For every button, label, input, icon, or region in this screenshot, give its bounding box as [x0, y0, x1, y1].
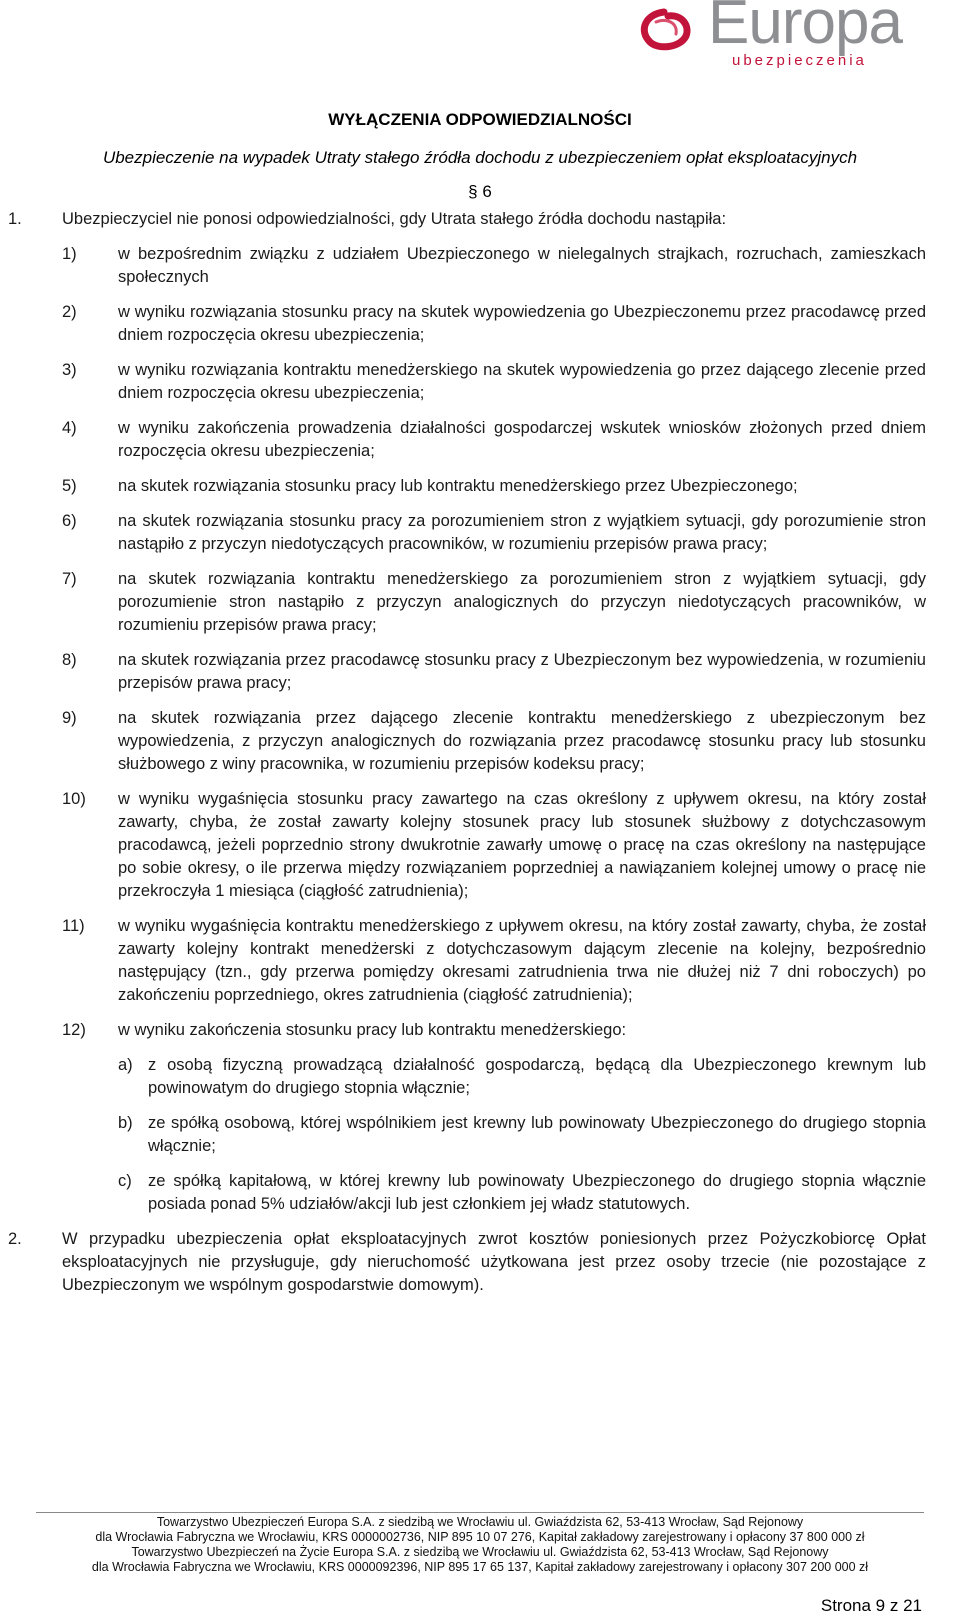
list-item-text: w bezpośrednim związku z udziałem Ubezpieczonego w nielegalnych strajkach, rozruchach, zamieszkach społecznych [118, 245, 926, 286]
list-item-number: 9) [62, 709, 77, 727]
page-number: Strona 9 z 21 [820, 1596, 922, 1615]
logo-brand: Europa [708, 0, 902, 57]
list-item [0, 301, 960, 347]
paragraph-2 [0, 1228, 960, 1297]
list-item-text: w wyniku wygaśnięcia kontraktu menedżerskiego z upływem okresu, na który został zawarty, chyba, że został zawarty kolejny kontrakt menedżerski z dotychczasowym dającym zlecenie na kolejny, bezpośrednio następujący (tzn., gdy przerwa pomiędzy okresami zatrudnienia trwa nie dłużej niż 7 dni roboczych) po zakończeniu poprzedniego, okres zatrudnienia (ciągłość zatrudnienia); [118, 917, 926, 1004]
list-item-text: w wyniku zakończenia prowadzenia działalności gospodarczej wskutek wniosków złożonych przed dniem rozpoczęcia okresu ubezpieczenia; [118, 419, 926, 460]
list-item [0, 1019, 960, 1042]
list-item [0, 707, 960, 776]
footer-line-2: dla Wrocławia Fabryczna we Wrocławiu, KRS 0000002736, NIP 895 10 07 276, Kapitał zakładowy zarejestrowany i opłacony 37 800 000 zł [95, 1530, 865, 1544]
list-item [0, 417, 960, 463]
list-item-number: 3) [62, 361, 77, 379]
list-item-text: na skutek rozwiązania stosunku pracy lub kontraktu menedżerskiego przez Ubezpieczonego; [118, 477, 798, 495]
list-item-number: 5) [62, 477, 77, 495]
list-item [0, 568, 960, 637]
sub-list-item [0, 1054, 960, 1100]
list-item-number: 10) [62, 790, 86, 808]
list-item-text: z osobą fizyczną prowadzącą działalność gospodarczą, będącą dla Ubezpieczonego krewnym lub powinowatym do drugiego stopnia włącznie; [148, 1056, 926, 1097]
list-item-text: na skutek rozwiązania stosunku pracy za porozumieniem stron z wyjątkiem sytuacji, gdy porozumienie stron nastąpiło z przyczyn niedotyczących pracowników, w rozumieniu przepisów prawa pracy; [118, 512, 926, 553]
list-item-number: 2) [62, 303, 77, 321]
paragraph-number: 2. [8, 1230, 22, 1248]
paragraph-number: 1. [8, 210, 22, 228]
list-item-number: b) [118, 1114, 133, 1132]
list-item-number: 12) [62, 1021, 86, 1039]
list-item [0, 510, 960, 556]
sub-exclusion-list [0, 1054, 960, 1216]
list-item [0, 475, 960, 498]
list-item-text: na skutek rozwiązania przez dającego zlecenie kontraktu menedżerskiego z ubezpieczonym bez wypowiedzenia, z przyczyn analogicznych do rozwiązania przez pracodawcę stosunku pracy lub stosunku służbowego z winy pracownika, w rozumieniu przepisów kodeksu pracy; [118, 709, 926, 773]
footer-line-1: Towarzystwo Ubezpieczeń Europa S.A. z siedzibą we Wrocławiu ul. Gwiaździsta 62, 53-413 Wrocław, Sąd Rejonowy [156, 1515, 804, 1529]
section-number: § 6 [468, 182, 492, 201]
list-item-number: 7) [62, 570, 77, 588]
list-item-text: na skutek rozwiązania kontraktu menedżerskiego za porozumieniem stron z wyjątkiem sytuacji, gdy porozumienie stron nastąpiło z przyczyn analogicznych do przyczyn niedotyczących pracowników, w rozumieniu przepisów prawa pracy; [118, 570, 926, 634]
logo-tagline: ubezpieczenia [732, 52, 867, 69]
list-item [0, 788, 960, 903]
list-item-number: c) [118, 1172, 132, 1190]
list-item-number: 6) [62, 512, 77, 530]
paragraph-1 [0, 208, 960, 231]
europa-logo [616, 0, 946, 70]
list-item-text: w wyniku wygaśnięcia stosunku pracy zawartego na czas określony z upływem okresu, na który został zawarty, chyba, że został zawarty kolejny stosunek pracy lub stosunek służbowy z dotychczasowym pracodawcą, jeżeli poprzednio strony dwukrotnie zawarły umowę o pracę na czas określony na następujące po sobie okresy, o ile przerwa między rozwiązaniem poprzedniej a nawiązaniem kolejnej umowy o pracę nie przekroczyła 1 miesiąca (ciągłość zatrudnienia); [118, 790, 926, 900]
list-item-number: 8) [62, 651, 77, 669]
sub-list-item [0, 1170, 960, 1216]
list-item [0, 915, 960, 1007]
list-item-text: w wyniku rozwiązania stosunku pracy na skutek wypowiedzenia go Ubezpieczonemu przez pracodawcę przed dniem rozpoczęcia okresu ubezpieczenia; [118, 303, 926, 344]
list-item-text: ze spółką osobową, której wspólnikiem jest krewny lub powinowaty Ubezpieczonego do drugiego stopnia włącznie; [148, 1114, 926, 1155]
list-item-text: w wyniku zakończenia stosunku pracy lub kontraktu menedżerskiego: [118, 1021, 627, 1039]
sub-list-item [0, 1112, 960, 1158]
footer-line-3: Towarzystwo Ubezpieczeń na Życie Europa S.A. z siedzibą we Wrocławiu ul. Gwiaździsta 62, 53-413 Wrocław, Sąd Rejonowy [131, 1545, 829, 1559]
footer-divider [36, 1512, 924, 1513]
list-item-number: a) [118, 1056, 133, 1074]
list-item-text: ze spółką kapitałową, w której krewny lub powinowaty Ubezpieczonego do drugiego stopnia włącznie posiada ponad 5% udziałów/akcji lub jest członkiem jej władz statutowych. [148, 1172, 926, 1213]
list-item [0, 359, 960, 405]
page-title: WYŁĄCZENIA ODPOWIEDZIALNOŚCI [328, 110, 632, 129]
exclusion-list [0, 243, 960, 1042]
list-item [0, 243, 960, 289]
paragraph-text: Ubezpieczyciel nie ponosi odpowiedzialności, gdy Utrata stałego źródła dochodu nastąpiła: [62, 210, 727, 228]
page-subtitle: Ubezpieczenie na wypadek Utraty stałego źródła dochodu z ubezpieczeniem opłat eksploatacyjnych [102, 148, 858, 167]
list-item-text: w wyniku rozwiązania kontraktu menedżerskiego na skutek wypowiedzenia go przez dającego zlecenie przed dniem rozpoczęcia okresu ubezpieczenia; [118, 361, 926, 402]
list-item-number: 4) [62, 419, 77, 437]
list-item-text: na skutek rozwiązania przez pracodawcę stosunku pracy z Ubezpieczonym bez wypowiedzenia, w rozumieniu przepisów prawa pracy; [118, 651, 926, 692]
list-item-number: 11) [62, 917, 85, 935]
footer [0, 1515, 960, 1575]
document-body [0, 208, 960, 1297]
list-item [0, 649, 960, 695]
footer-line-4: dla Wrocławia Fabryczna we Wrocławiu, KRS 0000092396, NIP 895 17 65 137, Kapitał zakładowy zarejestrowany i opłacony 307 200 000 zł [91, 1560, 869, 1574]
paragraph-text: W przypadku ubezpieczenia opłat eksploatacyjnych zwrot kosztów poniesionych przez Pożyczkobiorcę Opłat eksploatacyjnych nie przysługuje, gdy nieruchomość użytkowana jest przez osoby trzecie (nie pozostające z Ubezpieczonym we wspólnym gospodarstwie domowym). [62, 1230, 926, 1294]
list-item-number: 1) [62, 245, 77, 263]
